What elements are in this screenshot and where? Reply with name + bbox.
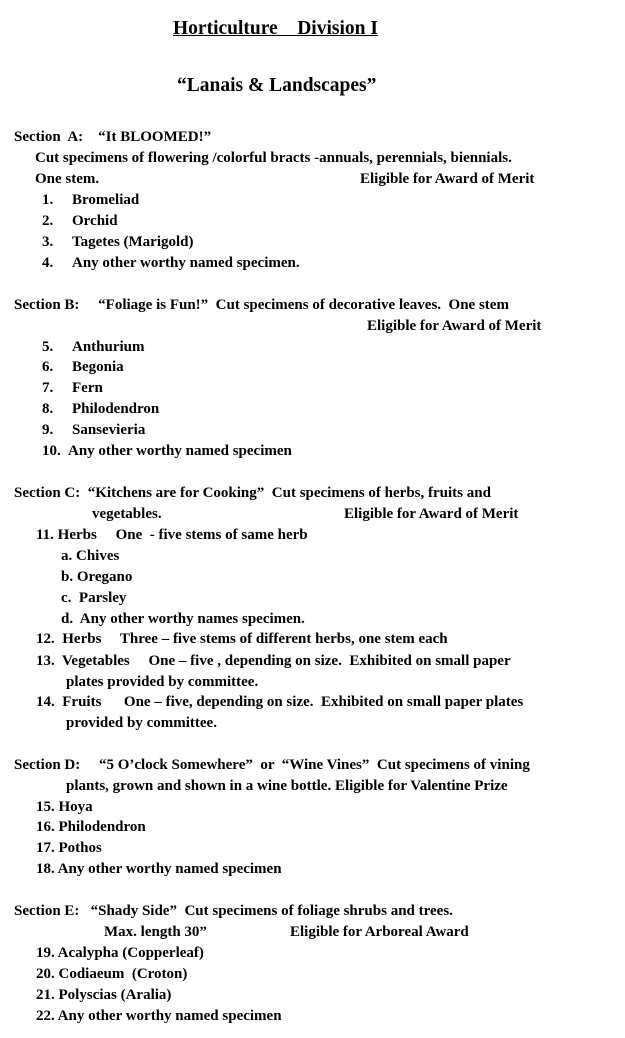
section-c-heading: Section C: “Kitchens are for Cooking” Cut specimens of herbs, fruits and bbox=[14, 485, 491, 501]
section-a-heading: Section A: “It BLOOMED!” bbox=[14, 129, 212, 145]
page-subtitle: “Lanais & Landscapes” bbox=[177, 75, 377, 96]
list-item: Begonia bbox=[72, 359, 124, 375]
list-item-continuation: plates provided by committee. bbox=[66, 674, 259, 690]
list-item-number: 8. bbox=[42, 401, 54, 417]
list-item: Sansevieria bbox=[72, 422, 146, 438]
list-item: 14. Fruits One – five, depending on size. Exhibited on small paper plates bbox=[36, 694, 524, 710]
list-item-continuation: provided by committee. bbox=[66, 715, 217, 731]
sub-list-item: c. Parsley bbox=[61, 590, 127, 606]
section-c-continuation: vegetables. bbox=[92, 506, 162, 522]
list-item-number: 4. bbox=[42, 255, 54, 271]
section-a-description: Cut specimens of flowering /colorful bracts -annuals, perennials, biennials. bbox=[35, 150, 512, 166]
section-d-continuation: plants, grown and shown in a wine bottle. Eligible for Valentine Prize bbox=[66, 778, 508, 794]
list-item: Bromeliad bbox=[72, 192, 140, 208]
list-item: Orchid bbox=[72, 213, 118, 229]
section-b-heading: Section B: “Foliage is Fun!” Cut specimens of decorative leaves. One stem bbox=[14, 297, 509, 313]
list-item: 18. Any other worthy named specimen bbox=[36, 861, 282, 877]
list-item-number: 6. bbox=[42, 359, 54, 375]
list-item: Tagetes (Marigold) bbox=[72, 234, 194, 250]
section-e-heading: Section E: “Shady Side” Cut specimens of foliage shrubs and trees. bbox=[14, 903, 453, 919]
list-item: 19. Acalypha (Copperleaf) bbox=[36, 945, 204, 961]
list-item: 12. Herbs Three – five stems of different herbs, one stem each bbox=[36, 631, 448, 647]
list-item: Anthurium bbox=[72, 339, 145, 355]
list-item-number: 7. bbox=[42, 380, 54, 396]
list-item: 20. Codiaeum (Croton) bbox=[36, 966, 188, 982]
page-title: Horticulture Division I bbox=[173, 18, 378, 39]
sub-list-item: d. Any other worthy names specimen. bbox=[61, 611, 305, 627]
list-item: 21. Polyscias (Aralia) bbox=[36, 987, 172, 1003]
list-item-number: 5. bbox=[42, 339, 54, 355]
list-item: 11. Herbs One - five stems of same herb bbox=[36, 527, 308, 543]
section-e-eligibility: Eligible for Arboreal Award bbox=[290, 924, 469, 940]
list-item-number: 2. bbox=[42, 213, 54, 229]
list-item: Any other worthy named specimen bbox=[68, 443, 292, 459]
list-item: 22. Any other worthy named specimen bbox=[36, 1008, 282, 1024]
list-item-number: 3. bbox=[42, 234, 54, 250]
list-item: 16. Philodendron bbox=[36, 819, 146, 835]
section-a-eligibility: Eligible for Award of Merit bbox=[360, 171, 535, 187]
section-c-eligibility: Eligible for Award of Merit bbox=[344, 506, 519, 522]
list-item-number: 9. bbox=[42, 422, 54, 438]
section-d-heading: Section D: “5 O’clock Somewhere” or “Wine Vines” Cut specimens of vining bbox=[14, 757, 530, 773]
sub-list-item: a. Chives bbox=[61, 548, 120, 564]
list-item: 15. Hoya bbox=[36, 799, 93, 815]
list-item: 13. Vegetables One – five , depending on size. Exhibited on small paper bbox=[36, 653, 511, 669]
list-item: 17. Pothos bbox=[36, 840, 102, 856]
list-item: Philodendron bbox=[72, 401, 160, 417]
list-item: Any other worthy named specimen. bbox=[72, 255, 300, 271]
section-a-one-stem: One stem. bbox=[35, 171, 100, 187]
sub-list-item: b. Oregano bbox=[61, 569, 133, 585]
section-e-max-length: Max. length 30” bbox=[104, 924, 207, 940]
section-b-eligibility: Eligible for Award of Merit bbox=[367, 318, 542, 334]
list-item: Fern bbox=[72, 380, 103, 396]
list-item-number: 1. bbox=[42, 192, 54, 208]
list-item-number: 10. bbox=[42, 443, 61, 459]
